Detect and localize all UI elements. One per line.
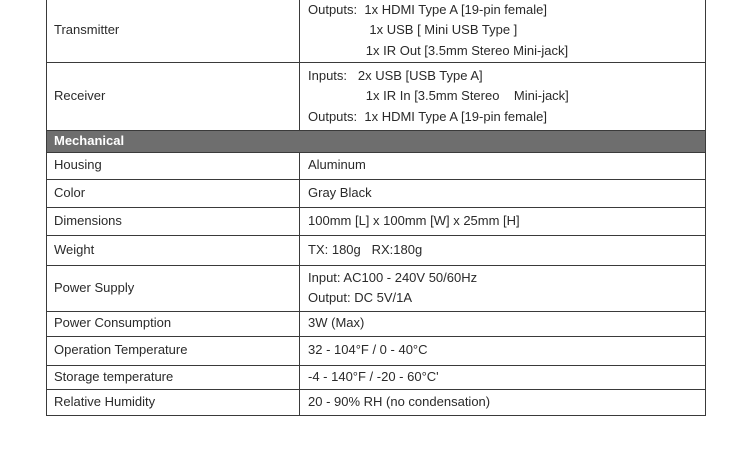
spec-value-line: 100mm [L] x 100mm [W] x 25mm [H] (308, 212, 520, 228)
spec-value-line: Inputs: 2x USB [USB Type A] (308, 67, 483, 83)
spec-row-storage-temperature (47, 365, 706, 389)
spec-value (300, 235, 706, 265)
spec-value-line: Aluminum (308, 157, 366, 173)
spec-label: Operation Temperature (47, 336, 300, 365)
spec-row-relative-humidity (47, 389, 706, 415)
spec-value-line: 3W (Max) (308, 315, 365, 331)
spec-value-line: TX: 180g RX:180g (308, 241, 423, 257)
spec-row-power-supply (47, 265, 706, 311)
spec-row-weight (47, 235, 706, 265)
spec-row-color (47, 179, 706, 207)
spec-value (300, 265, 706, 311)
spec-value-line: 1x IR Out [3.5mm Stereo Mini-jack] (308, 42, 569, 58)
spec-label: Weight (47, 235, 300, 265)
spec-value (300, 63, 706, 131)
spec-value (300, 311, 706, 336)
spec-value-line: 1x USB [ Mini USB Type ] (308, 22, 518, 38)
spec-value-line: Gray Black (308, 184, 372, 200)
spec-value (300, 336, 706, 365)
spec-label: Relative Humidity (47, 389, 300, 415)
spec-value-line: Outputs: 1x HDMI Type A [19-pin female] (308, 1, 547, 17)
spec-value-line: Output: DC 5V/1A (308, 290, 413, 305)
spec-value-line: -4 - 140°F / -20 - 60°C' (308, 368, 439, 384)
spec-row-transmitter (47, 0, 706, 63)
spec-table (46, 0, 706, 416)
spec-label: Power Consumption (47, 311, 300, 336)
spec-value (300, 0, 706, 63)
spec-value (300, 207, 706, 235)
spec-value (300, 152, 706, 179)
spec-row-power-consumption (47, 311, 706, 336)
spec-value-line: Input: AC100 - 240V 50/60Hz (308, 269, 478, 285)
section-header-mechanical (47, 131, 706, 153)
spec-label: Power Supply (47, 265, 300, 311)
spec-row-dimensions (47, 207, 706, 235)
spec-label: Dimensions (47, 207, 300, 235)
spec-value (300, 179, 706, 207)
spec-value (300, 365, 706, 389)
spec-value-line: Outputs: 1x HDMI Type A [19-pin female] (308, 108, 547, 124)
spec-value-line: 20 - 90% RH (no condensation) (308, 393, 491, 409)
spec-label: Color (47, 179, 300, 207)
spec-label: Transmitter (47, 0, 300, 63)
spec-row-housing (47, 152, 706, 179)
spec-value-line: 1x IR In [3.5mm Stereo Mini-jack] (308, 88, 569, 104)
spec-value (300, 389, 706, 415)
spec-label: Housing (47, 152, 300, 179)
spec-value-line: 32 - 104°F / 0 - 40°C (308, 342, 428, 358)
spec-row-operation-temperature (47, 336, 706, 365)
spec-label: Storage temperature (47, 365, 300, 389)
section-title: Mechanical (47, 131, 706, 153)
spec-row-receiver (47, 63, 706, 131)
spec-label: Receiver (47, 63, 300, 131)
